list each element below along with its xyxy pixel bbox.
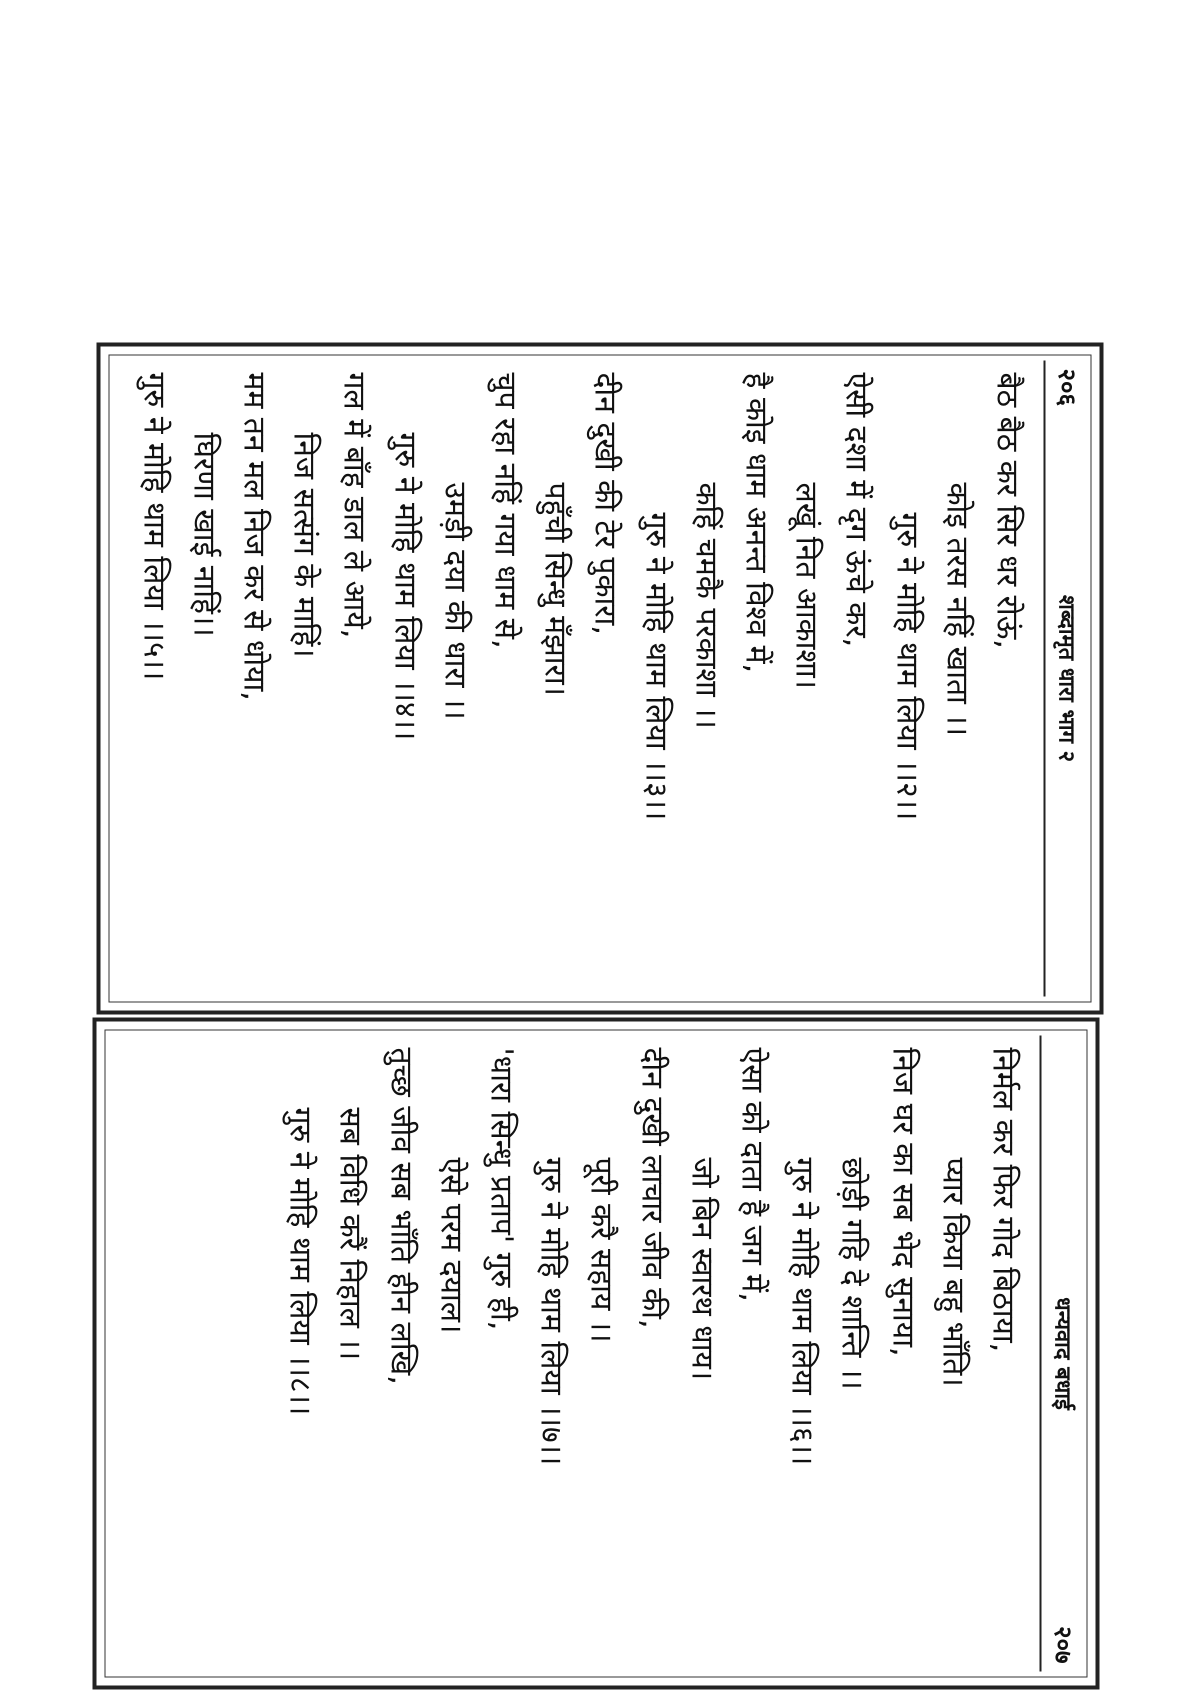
verse-line: जो बिन स्वारथ धाय।	[684, 1157, 720, 1381]
running-head	[1040, 1036, 1086, 1672]
verse-line: घिरणा खाई नाहिं।।	[186, 432, 222, 637]
verse-refrain: गुरु ने मोहि थाम लिया ।।८।।	[282, 1107, 318, 1416]
running-head-title: धन्यवाद बधाई	[1049, 1297, 1075, 1410]
verse-line: प्यार किया बहु भाँति।	[935, 1157, 971, 1387]
verse-line: लखूं नित आकाशा।	[788, 482, 824, 689]
verse-refrain: गुरु ने मोहि थाम लिया ।।२।।	[889, 512, 925, 821]
page-number: २०७	[1049, 1626, 1077, 1664]
verse-line: दीन दुखी लाचार जीव की,	[634, 1047, 670, 1329]
verse-line: 'धारा सिन्धु प्रताप' गुरु ही,	[483, 1047, 519, 1331]
verse-line: चुप रहा नहिं गया धाम से,	[487, 372, 523, 649]
right-book-page	[93, 1018, 1100, 1690]
verse-line: पूरी करै सहाय ।।	[583, 1157, 619, 1343]
verse-block	[113, 1048, 1028, 1660]
verse-line: कहिं चमकै परकाशा ।।	[688, 482, 724, 729]
verse-line: है कोइ धाम अनन्त विश्व में,	[738, 372, 774, 674]
verse-line: पहुँची सिन्धु मँझारा।	[537, 482, 573, 696]
verse-line: ऐसा को दाता है जग में,	[734, 1047, 770, 1302]
verse-line: गल में बाँह डाल ले आये,	[336, 372, 372, 639]
verse-refrain: गुरु ने मोहि थाम लिया ।।५।।	[136, 372, 172, 681]
left-book-page	[97, 343, 1104, 1015]
verse-refrain: गुरु ने मोहि थाम लिया ।।४।।	[387, 432, 423, 741]
verse-line: छोड़ी गहि दे शान्ति ।।	[834, 1157, 870, 1390]
verse-line: निज सत्संग के माहिं।	[286, 432, 322, 658]
verse-line: निज घर का सब भेद सुनाया,	[885, 1047, 921, 1357]
running-head-title: शब्दामृत धारा भाग २	[1053, 594, 1079, 763]
verse-line: कोइ तरस नहिं खाता ।।	[939, 482, 975, 737]
running-head	[1044, 361, 1090, 997]
verse-line: ऐसी दशा में दृग ऊंचे कर,	[838, 372, 874, 648]
verse-block	[117, 373, 1032, 985]
verse-line: मम तन मल निज कर से धोया,	[236, 372, 272, 701]
verse-line: बैठ बैठ कर सिर धर रोऊं,	[989, 372, 1025, 649]
verse-refrain: गुरु ने मोहि थाम लिया ।।६।।	[784, 1157, 820, 1466]
verse-line: दीन दुखी की टेर पुकारा,	[587, 372, 623, 635]
verse-refrain: गुरु ने मोहि थाम लिया ।।३।।	[638, 512, 674, 821]
verse-line: उमड़ी दया की धारा ।।	[437, 482, 473, 720]
verse-line: तुच्छ जीव सब भाँति हीन लखि,	[383, 1047, 419, 1385]
page-number: २०६	[1053, 368, 1081, 406]
verse-line: निर्मल कर फिर गोद बिठाया,	[985, 1047, 1021, 1353]
verse-line: सब विधि करैं निहाल ।।	[332, 1107, 368, 1361]
verse-refrain: गुरु ने मोहि थाम लिया ।।७।।	[533, 1157, 569, 1466]
verse-line: ऐसे परम दयाल।	[433, 1157, 469, 1334]
